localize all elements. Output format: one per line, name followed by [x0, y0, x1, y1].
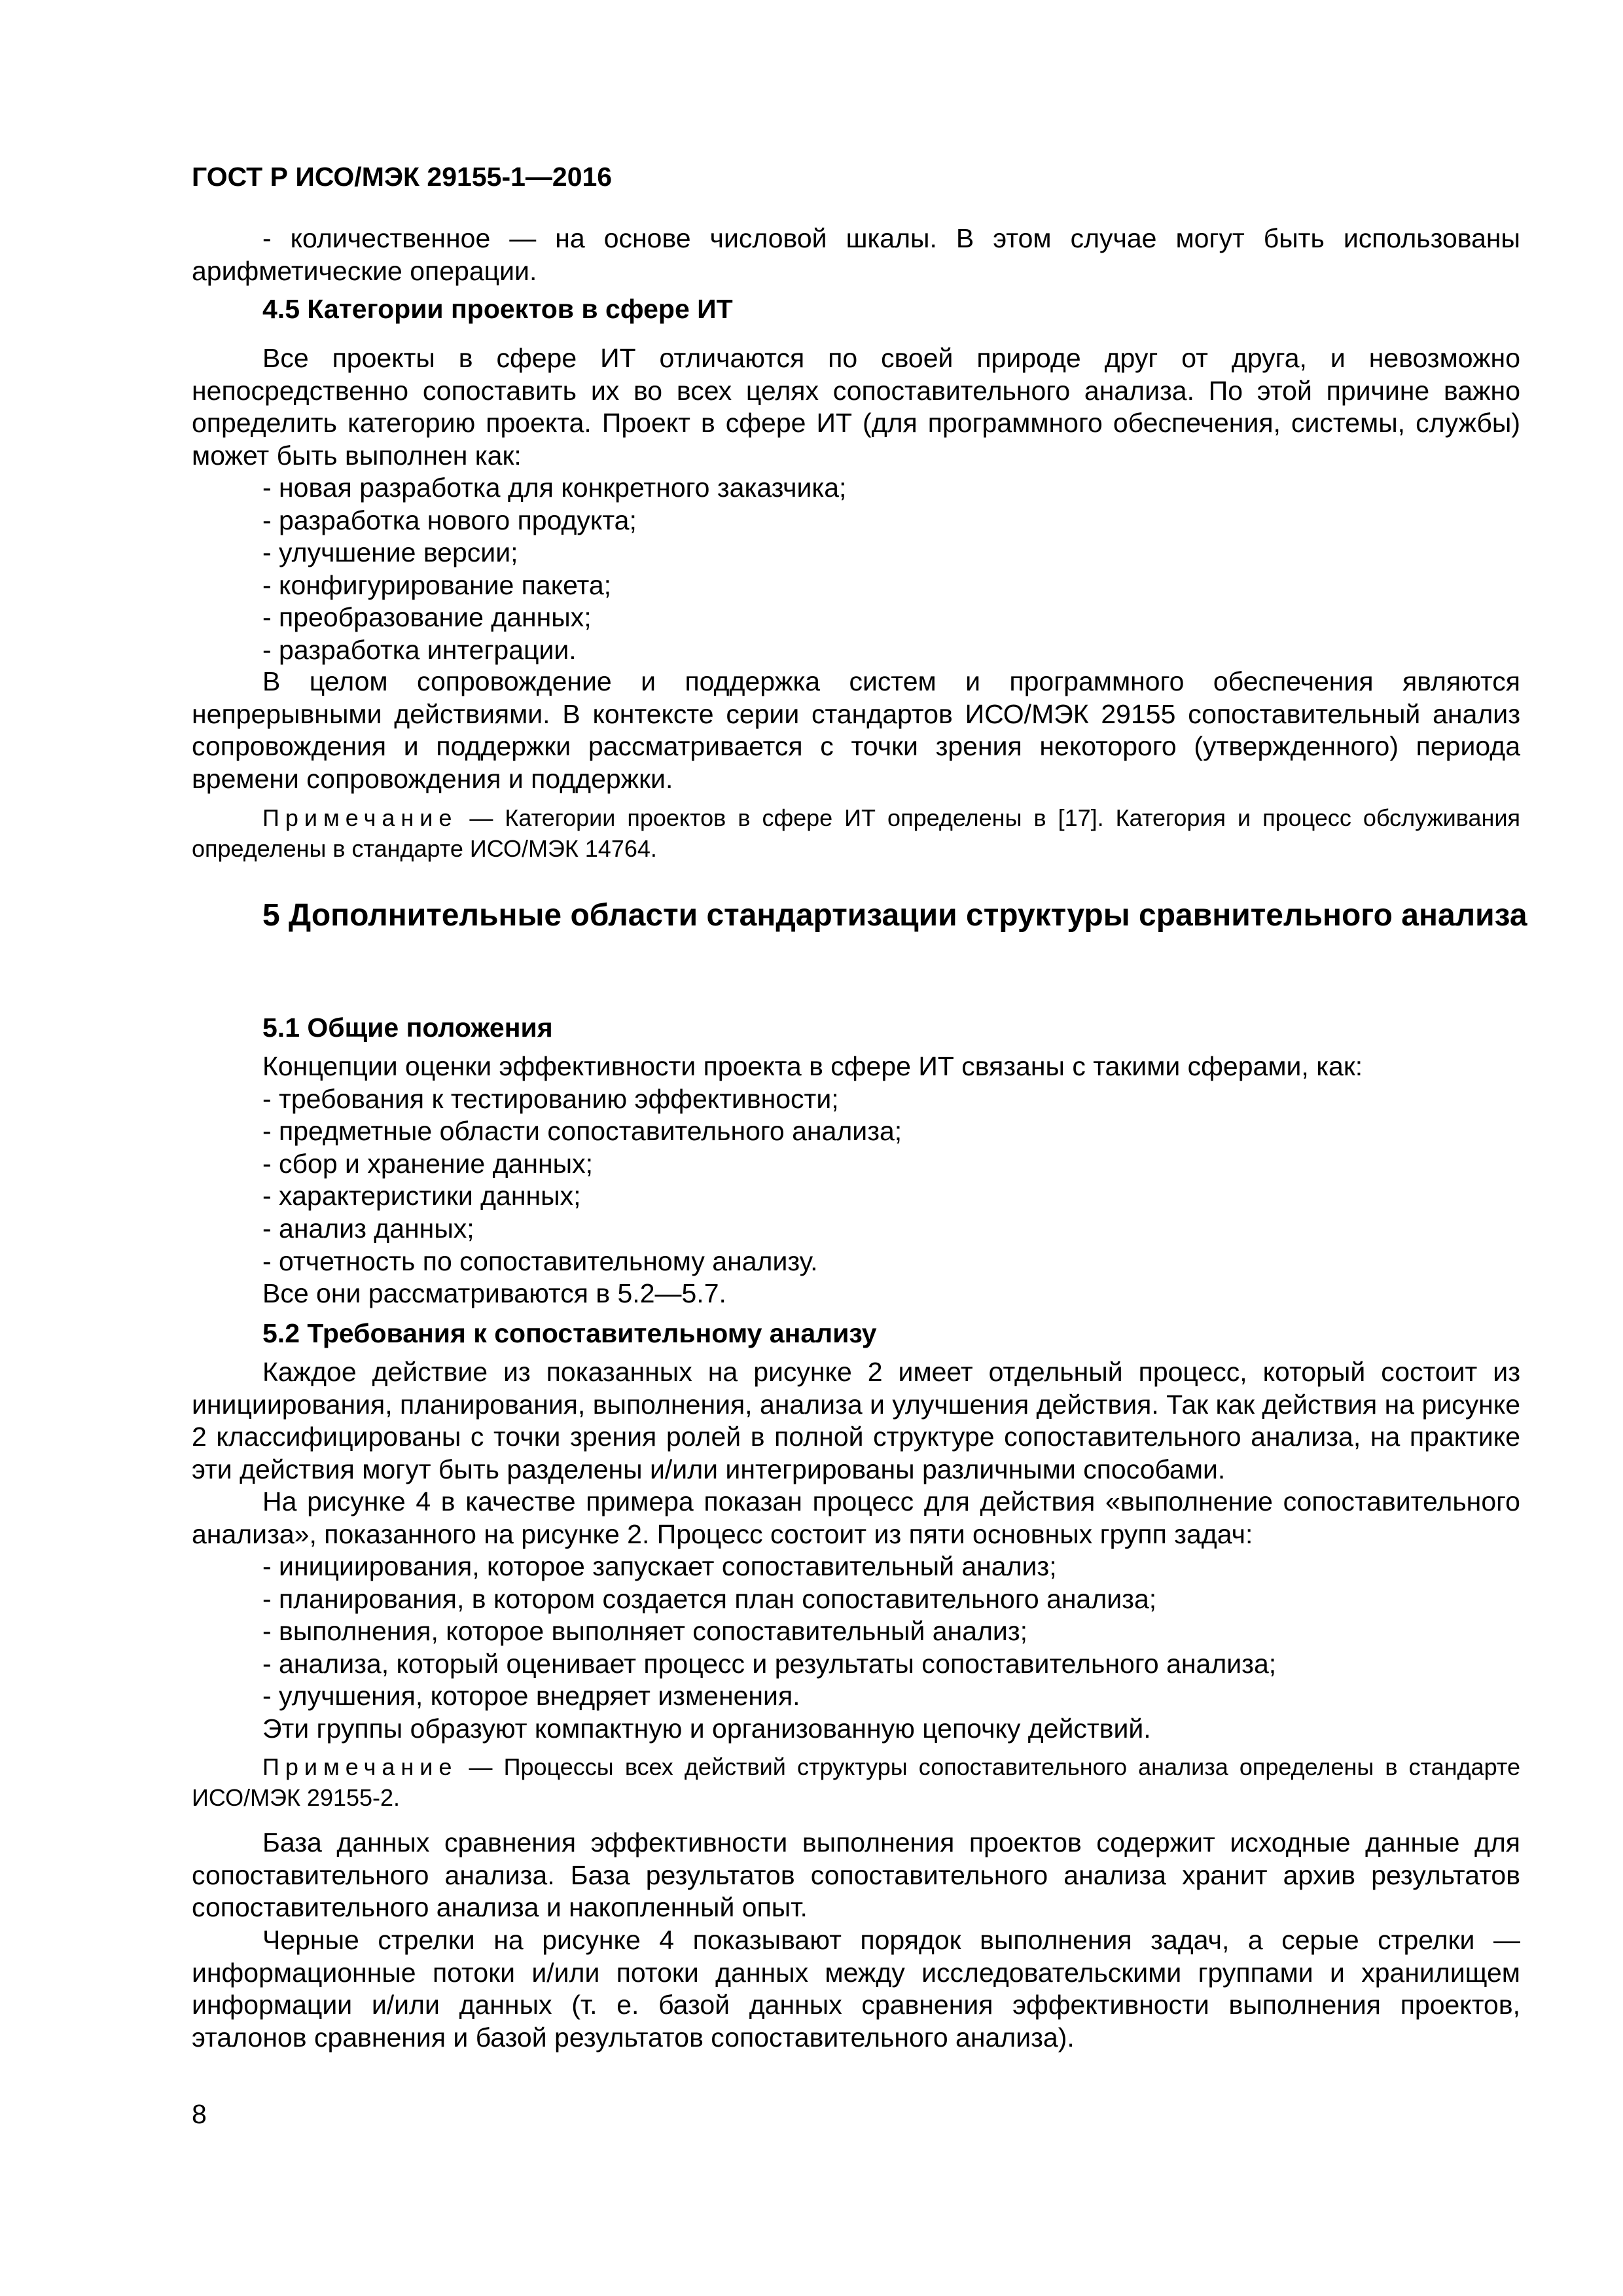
- paragraph: База данных сравнения эффективности выполнения проектов содержит исходные данные для сопоставительного анализа. База результатов сопоставительного анализа хранит архив результатов сопоставительного анализа и накопленный опыт.: [192, 1827, 1520, 1923]
- paragraph: На рисунке 4 в качестве примера показан процесс для действия «выполнение сопоставительного анализа», показанного на рисунке 2. Процесс состоит из пяти основных групп задач:: [192, 1486, 1520, 1549]
- list-item: - анализ данных;: [262, 1213, 474, 1244]
- paragraph: Все проекты в сфере ИТ отличаются по своей природе друг от друга, и невозможно непосредственно сопоставить их во всех целях сопоставительного анализа. По этой причине важно определить категорию проекта. Проект в сфере ИТ (для программного обеспечения, системы, службы) может быть выполнен как:: [192, 343, 1520, 471]
- note-label: Примечание: [262, 804, 458, 831]
- section-heading-5-1: 5.1 Общие положения: [262, 1013, 553, 1043]
- list-item: - конфигурирование пакета;: [262, 569, 612, 600]
- list-intro: Концепции оценки эффективности проекта в сфере ИТ связаны с такими сферами, как:: [262, 1051, 1363, 1081]
- list-item: - новая разработка для конкретного заказчика;: [262, 473, 847, 503]
- list-item: - улучшение версии;: [262, 537, 518, 568]
- list-item: - разработка нового продукта;: [262, 505, 637, 535]
- list-concepts: [192, 1050, 1520, 1310]
- section-heading-4-5: 4.5 Категории проектов в сфере ИТ: [262, 294, 733, 324]
- list-task-groups: [192, 1551, 1520, 1746]
- list-item: - отчетность по сопоставительному анализу.: [262, 1246, 818, 1276]
- list-outro: Все они рассматриваются в 5.2—5.7.: [262, 1278, 726, 1309]
- list-item: - улучшения, которое внедряет изменения.: [262, 1681, 800, 1712]
- list-item: - сбор и хранение данных;: [262, 1148, 593, 1179]
- paragraph: В целом сопровождение и поддержка систем и программного обеспечения являются непрерывными действиями. В контексте серии стандартов ИСО/МЭК 29155 сопоставительный анализ сопровождения и поддержки рассматривается с точки зрения некоторого (утвержденного) периода времени сопровождения и поддержки.: [192, 666, 1520, 794]
- paragraph: - количественное — на основе числовой шкалы. В этом случае могут быть использованы арифметические операции.: [192, 223, 1520, 286]
- list-item: - требования к тестированию эффективности;: [262, 1083, 839, 1114]
- note: [192, 802, 1520, 864]
- paragraph: Черные стрелки на рисунке 4 показывают порядок выполнения задач, а серые стрелки — информационные потоки и/или потоки данных между исследовательскими группами и хранилищем информации и/или данных (т. е. базой данных сравнения эффективности выполнения проектов, эталонов сравнения и базой результатов сопоставительного анализа).: [192, 1925, 1520, 2053]
- list-outro: Эти группы образуют компактную и организованную цепочку действий.: [262, 1713, 1151, 1744]
- paragraph: Каждое действие из показанных на рисунке 2 имеет отдельный процесс, который состоит из инициирования, планирования, выполнения, анализа и улучшения действия. Так как действия на рисунке 2 классифицированы с точки зрения ролей в полной структуре сопоставительного анализа, на практике эти действия могут быть разделены и/или интегрированы различными способами.: [192, 1357, 1520, 1484]
- page-number: 8: [192, 2099, 207, 2129]
- list-item: - предметные области сопоставительного анализа;: [262, 1116, 902, 1147]
- section-heading-5: 5 Дополнительные области стандартизации структуры сравнительного анализа: [262, 898, 1527, 933]
- list-item: - выполнения, которое выполняет сопоставительный анализ;: [262, 1616, 1028, 1647]
- section-heading-5-2: 5.2 Требования к сопоставительному анализу: [262, 1318, 877, 1348]
- note-label: Примечание: [262, 1753, 458, 1780]
- list-item: - инициирования, которое запускает сопоставительный анализ;: [262, 1551, 1057, 1581]
- document-header: ГОСТ Р ИСО/МЭК 29155-1—2016: [192, 162, 613, 192]
- list-item: - преобразование данных;: [262, 602, 592, 633]
- list-item: - разработка интеграции.: [262, 634, 577, 665]
- note: [192, 1751, 1520, 1813]
- list-project-categories: [192, 472, 1520, 667]
- note-text: — Категории проектов в сфере ИТ определены в [17]. Категория и процесс обслуживания определены в стандарте ИСО/МЭК 14764.: [192, 804, 1520, 862]
- list-item: - анализа, который оценивает процесс и результаты сопоставительного анализа;: [262, 1648, 1277, 1679]
- list-item: - характеристики данных;: [262, 1181, 581, 1211]
- note-text: — Процессы всех действий структуры сопоставительного анализа определены в стандарте ИСО/МЭК 29155-2.: [192, 1753, 1520, 1811]
- list-item: - планирования, в котором создается план сопоставительного анализа;: [262, 1583, 1157, 1614]
